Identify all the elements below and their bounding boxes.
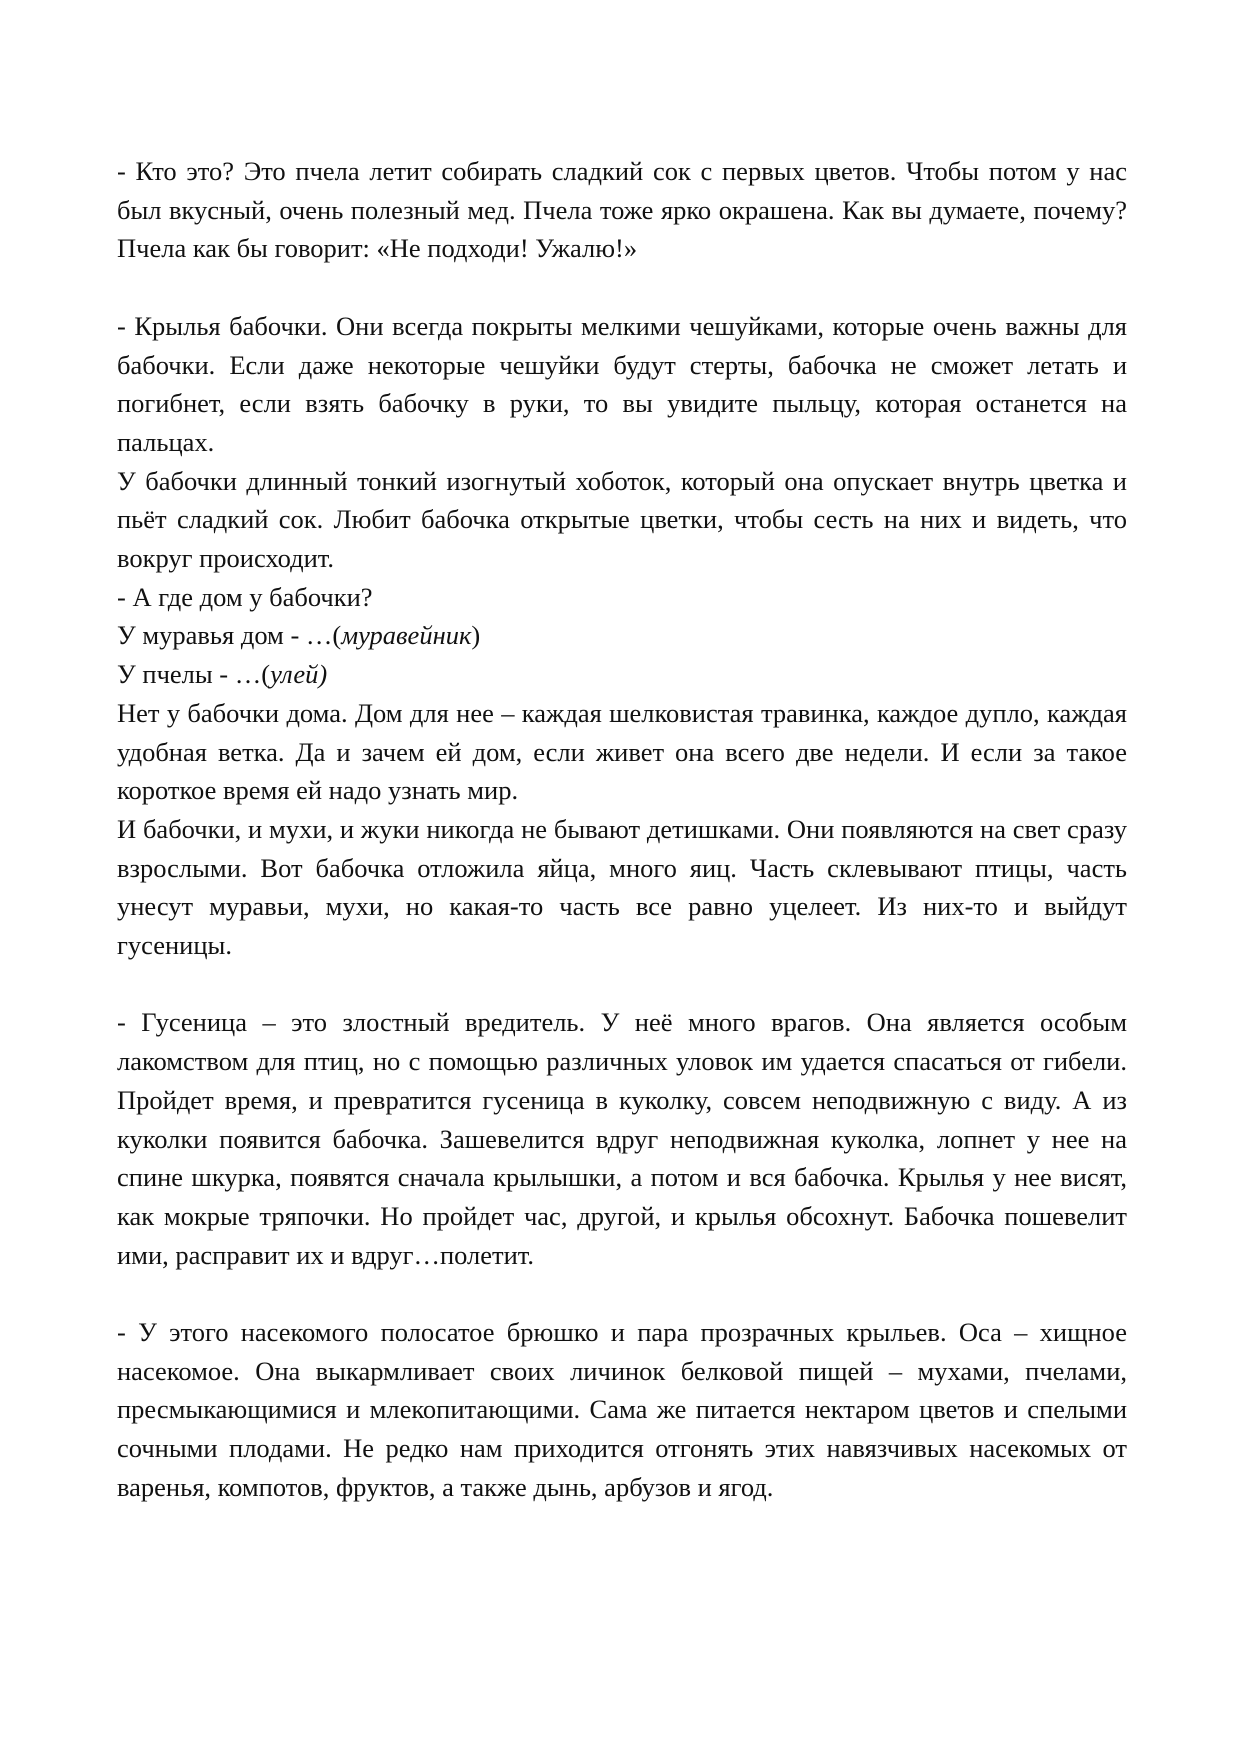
- document-page: [117, 152, 1127, 1507]
- paragraph-bee: - Кто это? Это пчела летит собирать сладкий сок с первых цветов. Чтобы потом у нас был вкусный, очень полезный мед. Пчела тоже ярко окрашена. Как вы думаете, почему? Пчела как бы говорит: «Не подходи! Ужалю!»: [117, 156, 1127, 264]
- paragraph-caterpillar: - Гусеница – это злостный вредитель. У неё много врагов. Она является особым лакомством для птиц, но с помощью различных уловок им удается спасаться от гибели. Пройдет время, и превратится гусеница в куколку, совсем неподвижную с виду. А из куколки появится бабочка. Зашевелится вдруг неподвижная куколка, лопнет у нее на спине шкурка, появятся сначала крылышки, а потом и вся бабочка. Крылья у нее висят, как мокрые тряпочки. Но пройдет час, другой, и крылья обсохнут. Бабочка пошевелит ими, расправит их и вдруг…полетит.: [117, 1007, 1127, 1270]
- paragraph-proboscis: У бабочки длинный тонкий изогнутый хоботок, который она опускает внутрь цветка и пьёт сладкий сок. Любит бабочка открытые цветки, чтобы сесть на них и видеть, что вокруг происходит.: [117, 465, 1127, 574]
- bee-home-answer: улей): [270, 659, 328, 690]
- paragraph-spacer: [117, 1274, 1127, 1313]
- ant-home-prefix: У муравья дом - …(: [117, 620, 342, 651]
- paragraph-no-home: Нет у бабочки дома. Дом для нее – каждая шелковистая травинка, каждое дупло, каждая удобная ветка. Да и зачем ей дом, если живет она всего две недели. И если за такое короткое время ей надо узнать мир.: [117, 697, 1127, 806]
- paragraph-spacer: [117, 268, 1127, 307]
- bee-home-prefix: У пчелы - …(: [117, 659, 271, 690]
- ant-home-suffix: ): [471, 620, 481, 651]
- paragraph-ant-home: [117, 616, 1127, 655]
- paragraph-wasp: - У этого насекомого полосатое брюшко и пара прозрачных крыльев. Оса – хищное насекомое. Она выкармливает своих личинок белковой пищей – мухами, пчелами, пресмыкающимися и млекопитающими. Сама же питается нектаром цветов и спелыми сочными плодами. Не редко нам приходится отгонять этих навязчивых насекомых от варенья, компотов, фруктов, а также дынь, арбузов и ягод.: [117, 1317, 1127, 1502]
- paragraph-wings: - Крылья бабочки. Они всегда покрыты мелкими чешуйками, которые очень важны для бабочки. Если даже некоторые чешуйки будут стерты, бабочка не сможет летать и погибнет, если взять бабочку в руки, то вы увидите пыльцу, которая останется на пальцах.: [117, 310, 1127, 457]
- paragraph-home-question: - А где дом у бабочки?: [117, 581, 373, 612]
- paragraph-no-children: И бабочки, и мухи, и жуки никогда не бывают детишками. Они появляются на свет сразу взрослыми. Вот бабочка отложила яйца, много яиц. Часть склевывают птицы, часть унесут муравьи, мухи, но какая-то часть все равно уцелеет. Из них-то и выйдут гусеницы.: [117, 813, 1127, 961]
- paragraph-spacer: [117, 965, 1127, 1004]
- ant-home-answer: муравейник: [341, 620, 472, 651]
- paragraph-bee-home: [117, 655, 1127, 694]
